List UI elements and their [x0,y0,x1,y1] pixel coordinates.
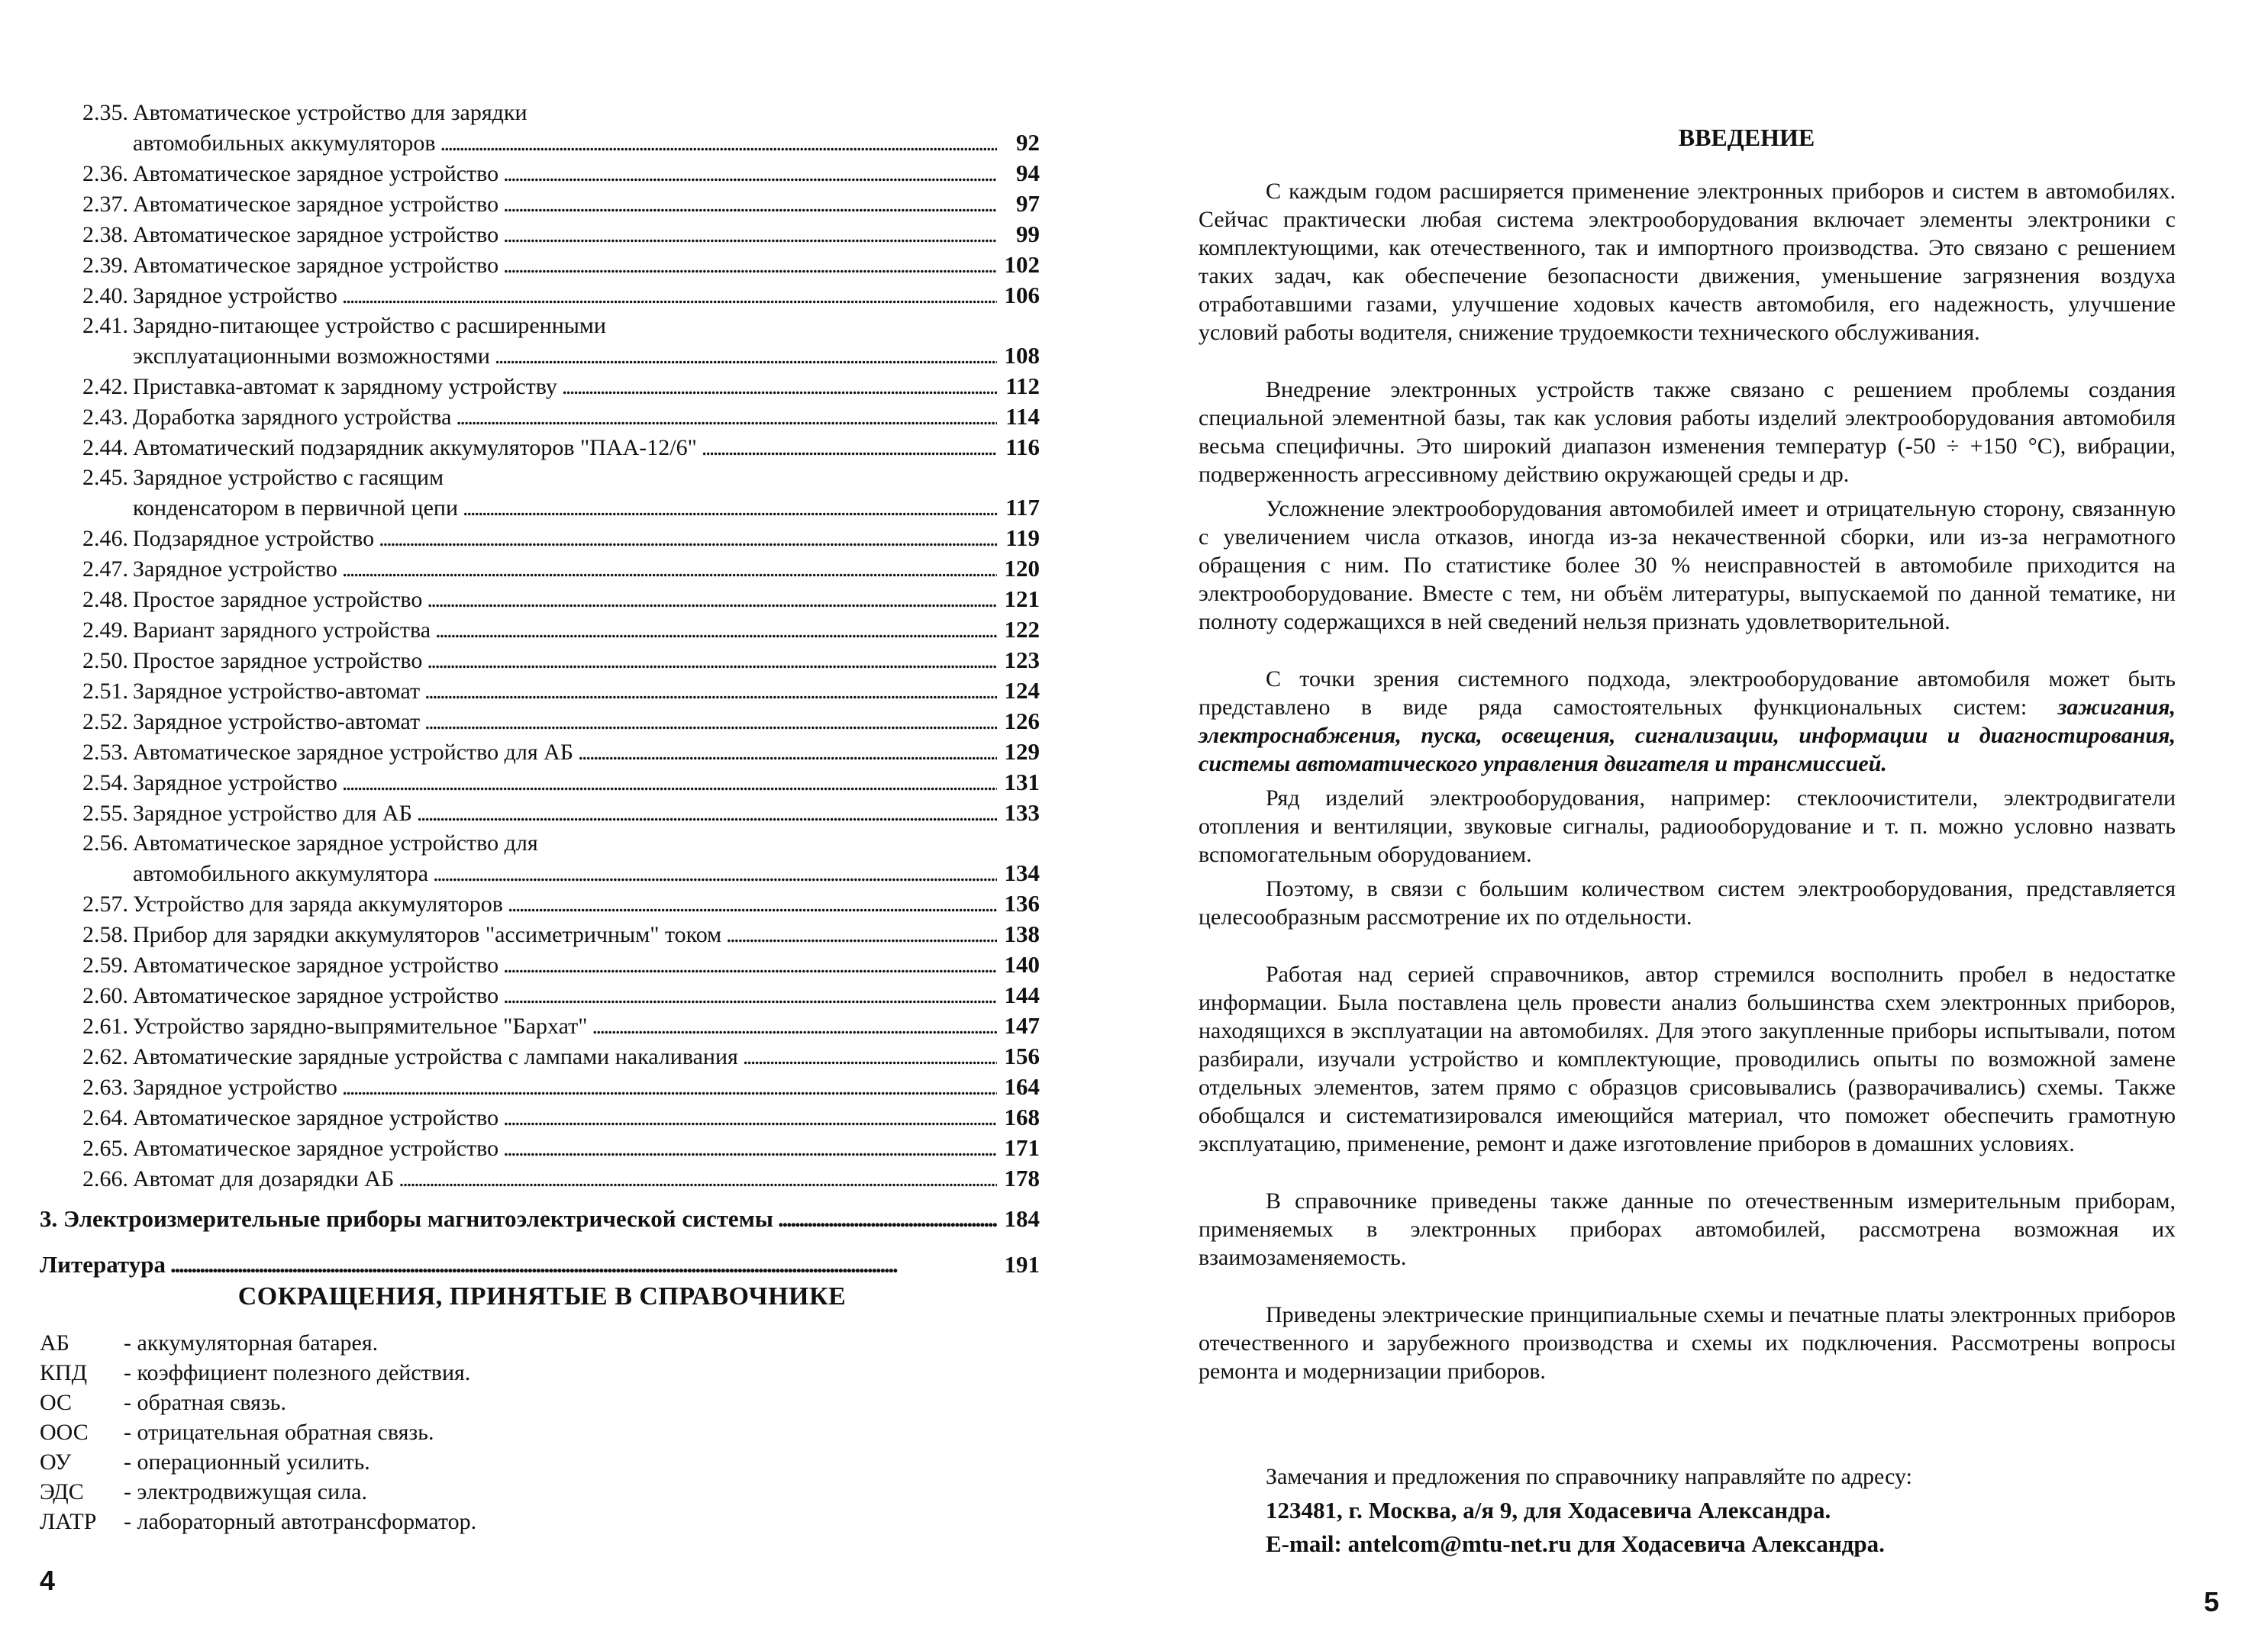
toc-leader-dots [463,493,997,523]
toc-title: Автоматическое зарядное устройство для [133,830,538,856]
abbreviation-row [40,1328,476,1358]
toc-entry [40,463,1040,523]
toc-number: 2.35. [82,100,128,125]
paragraph: Усложнение электрооборудования автомобилей имеет и отрицательную сторону, связанную с увеличением числа отказов, иногда из-за некачественной сборки, или из-за неграмотного обращения с ним. По статистике более 30 % неисправностей в автомобиле приходится на электрооборудование. Вместе с тем, ни объём литературы, выпускаемой по данной тематике, ни полноту содержащихся в ней сведений нельзя признать удовлетворительной. [1199,496,2176,634]
toc-entry [40,523,1040,553]
toc-major-title: Литература [40,1251,166,1278]
toc-entry [40,737,1040,767]
toc-number: 2.46. [82,526,128,551]
toc-major-entry [40,1198,1040,1240]
contact-intro: Замечания и предложения по справочнику направляйте по адресу: [1266,1464,1912,1489]
toc-number: 2.66. [82,1166,128,1191]
abbreviation-term: ЭДС [40,1479,84,1504]
toc-leader-dots [424,707,997,737]
toc-number: 2.49. [82,617,128,643]
toc-number: 2.39. [82,253,128,278]
toc-number: 2.57. [82,892,128,917]
toc-entry [40,189,1040,219]
toc-page-number: 97 [1016,190,1040,217]
abbreviation-row [40,1507,476,1536]
toc-title: Простое зарядное устройство [133,648,423,673]
toc-page-number: 123 [1004,646,1040,673]
toc-leader-dots [342,554,997,584]
toc-entry [40,828,1040,888]
toc-number: 2.52. [82,709,128,734]
paragraph: Приведены электрические принципиальные схемы и печатные платы электронных приборов отечественного и зарубежного производства и схемы их подключения. Рассмотрены вопросы ремонта и модернизации приборов. [1199,1302,2176,1384]
toc-title: Приставка-автомат к зарядному устройству [133,374,557,399]
toc-number: 2.44. [82,435,128,460]
abbreviation-row [40,1417,476,1447]
abbreviation-row [40,1477,476,1507]
abbreviation-term: ОС [40,1390,73,1415]
toc-page-number: 114 [1005,403,1040,430]
abbreviation-term: КПД [40,1360,88,1385]
abbreviation-row [40,1447,476,1477]
toc-leader-dots [743,1042,997,1072]
toc-page-number: 147 [1004,1012,1040,1039]
toc-page-number: 138 [1004,921,1040,947]
abbreviation-definition: - операционный усилить. [124,1449,370,1475]
toc-title: Зарядное устройство [133,770,337,795]
toc-page-number: 184 [1004,1205,1040,1232]
toc-title-continuation: конденсатором в первичной цепи [133,495,459,521]
toc-number: 2.51. [82,679,128,704]
toc-number: 2.40. [82,283,128,308]
toc-title: Вариант зарядного устройства [133,617,431,643]
toc-number: 2.56. [82,830,128,856]
toc-number: 2.65. [82,1136,128,1161]
toc-number: 2.59. [82,953,128,978]
page-number-left: 4 [40,1565,56,1596]
toc-number: 2.42. [82,374,128,399]
contact-block [1266,1460,2182,1561]
toc-title: Автоматический подзарядник аккумуляторов "ПАА-12/6" [133,435,697,460]
toc-entry [40,584,1040,614]
toc-leader-dots [503,220,997,250]
toc-page-number: 136 [1004,890,1040,917]
toc-page-number: 133 [1004,799,1040,826]
emphasized-systems: зажигания, электроснабжения, пуска, освещения, сигнализации, информации и диагностирования, системы автоматического управления двигателя и трансмиссией. [1199,695,2176,776]
toc-entry [40,767,1040,798]
toc-number: 2.53. [82,740,128,765]
toc-entry [40,401,1040,432]
toc-title: Устройство для заряда аккумуляторов [133,892,503,917]
toc-page-number: 124 [1004,677,1040,704]
table-of-contents [40,98,1040,1285]
toc-leader-dots [440,128,997,158]
toc-entry [40,798,1040,828]
toc-page-number: 126 [1004,708,1040,734]
toc-page-number: 164 [1004,1073,1040,1100]
paragraph [1199,665,2176,778]
toc-leader-dots [417,798,997,828]
toc-leader-dots [342,281,997,311]
page-number-right: 5 [2204,1586,2220,1617]
toc-page-number: 144 [1004,982,1040,1008]
toc-leader-dots [379,524,997,553]
toc-page-number: 119 [1005,524,1040,551]
toc-leader-dots [170,1244,997,1285]
abbreviations-heading: СОКРАЩЕНИЯ, ПРИНЯТЫЕ В СПРАВОЧНИКЕ [237,1282,847,1311]
toc-page-number: 178 [1004,1165,1040,1191]
toc-entry [40,1133,1040,1163]
toc-number: 2.58. [82,922,128,947]
toc-title: Зарядное устройство для АБ [133,801,412,826]
toc-title: Автоматические зарядные устройства с лампами накаливания [133,1044,738,1069]
toc-entry [40,432,1040,463]
toc-entry [40,1011,1040,1041]
toc-leader-dots [503,1133,997,1163]
toc-title: Зарядное устройство с гасящим [133,465,444,490]
abbreviation-term: ОУ [40,1449,72,1475]
toc-title: Зарядное устройство [133,1075,337,1100]
abbreviation-term: ООС [40,1420,89,1445]
toc-page-number: 122 [1004,616,1040,643]
toc-entry [40,645,1040,676]
toc-title: Автоматическое зарядное устройство [133,161,499,186]
abbreviations-list [40,1328,476,1536]
toc-title-continuation: эксплуатационными возможностями [133,343,490,369]
toc-page-number: 168 [1004,1104,1040,1130]
toc-title: Прибор для зарядки аккумуляторов "ассиметричным" током [133,922,722,947]
toc-entry [40,219,1040,250]
toc-leader-dots [503,189,997,219]
toc-entry [40,1041,1040,1072]
toc-title: Автоматическое устройство для зарядки [133,100,527,125]
toc-page-number: 102 [1004,251,1040,278]
contact-email: E-mail: antelcom@mtu-net.ru для Ходасевича Александра. [1266,1530,1885,1557]
paragraph: Внедрение электронных устройств также связано с решением проблемы создания специальной элементной базы, так как условия работы изделий электрооборудования автомобиля весьма специфичны. Это широкий диапазон изменения температур (-50 ÷ +150 °С), вибрации, подверженность агрессивному действию окружающей среды и др. [1199,377,2176,487]
paragraph: Поэтому, в связи с большим количеством систем электрооборудования, представляется целесообразным рассмотрение их по отдельности. [1199,876,2176,930]
toc-entry [40,371,1040,401]
toc-number: 2.45. [82,465,128,490]
contact-address: 123481, г. Москва, а/я 9, для Ходасевича Александра. [1266,1497,1831,1524]
toc-title: Зарядное устройство-автомат [133,709,421,734]
toc-page-number: 134 [1004,859,1040,886]
abbreviation-definition: - коэффициент полезного действия. [124,1360,471,1385]
toc-page-number: 106 [1004,282,1040,308]
toc-number: 2.55. [82,801,128,826]
abbreviation-term: АБ [40,1330,69,1356]
toc-leader-dots [562,372,997,401]
toc-page-number: 117 [1005,494,1040,521]
toc-number: 2.36. [82,161,128,186]
right-page [1134,0,2268,1638]
abbreviation-definition: - отрицательная обратная связь. [124,1420,434,1445]
toc-number: 2.62. [82,1044,128,1069]
toc-entry [40,311,1040,371]
toc-leader-dots [592,1011,997,1041]
toc-page-number: 191 [1004,1251,1040,1278]
toc-page-number: 108 [1004,342,1040,369]
abbreviation-definition: - лабораторный автотрансформатор. [124,1509,477,1534]
toc-number: 2.43. [82,405,128,430]
toc-leader-dots [503,1103,997,1133]
toc-title: Автоматическое зарядное устройство [133,253,499,278]
toc-page-number: 131 [1004,769,1040,795]
toc-entry [40,676,1040,706]
toc-leader-dots [435,615,997,645]
toc-entry [40,614,1040,645]
toc-leader-dots [342,1072,997,1102]
toc-page-number: 116 [1005,434,1040,460]
toc-title-continuation: автомобильных аккумуляторов [133,131,436,156]
toc-entry [40,950,1040,980]
toc-number: 2.61. [82,1014,128,1039]
toc-page-number: 92 [1016,129,1040,156]
toc-leader-dots [702,433,997,463]
toc-entry [40,1102,1040,1133]
toc-leader-dots [424,676,997,706]
paragraph: С каждым годом расширяется применение электронных приборов и систем в автомобилях. Сейчас практически любая система электрооборудования включает элементы электроники с комплектующими, как отечественного, так и импортного производства. Это связано с решением таких задач, как обеспечение безопасности движения, уменьшение загрязнения воздуха отработавшими газами, улучшение ходовых качеств автомобиля, его надежность, улучшение условий работы водителя, снижение трудоемкости технического обслуживания. [1199,179,2176,345]
toc-title: Устройство зарядно-выпрямительное "Бархат" [133,1014,588,1039]
toc-major-title: 3. Электроизмерительные приборы магнитоэлектрической системы [40,1205,774,1232]
toc-page-number: 140 [1004,951,1040,978]
toc-leader-dots [495,341,997,371]
toc-leader-dots [342,768,997,798]
toc-title: Автоматическое зарядное устройство для АБ [133,740,574,765]
toc-leader-dots [778,1198,997,1240]
toc-number: 2.37. [82,192,128,217]
toc-title: Автоматическое зарядное устройство [133,983,499,1008]
toc-page-number: 99 [1016,221,1040,247]
paragraph: Ряд изделий электрооборудования, например: стеклоочистители, электродвигатели отопления и вентиляции, звуковые сигналы, радиооборудование и т. п. можно условно назвать вспомогательным оборудованием. [1199,785,2176,867]
toc-entry [40,98,1040,158]
abbreviation-definition: - аккумуляторная батарея. [124,1330,379,1356]
paragraph: Работая над серией справочников, автор стремился восполнить пробел в недостатке информации. Была поставлена цель провести анализ большинства схем электронных приборов, находящихся в эксплуатации на автомобилях. Для этого закупленные приборы испытывали, потом разбирали, изучали устройство и комплектующие, проводились опыты по возможной замене отдельных элементов, затем прямо с образцов срисовывались (разворачивались) схемы. Также обобщался и систематизировался имеющийся материал, что поможет обеспечить грамотную эксплуатацию, применение, ремонт и даже изготовление приборов в домашних условиях. [1199,962,2176,1156]
toc-page-number: 121 [1004,585,1040,612]
toc-leader-dots [578,737,997,767]
toc-number: 2.60. [82,983,128,1008]
toc-entry [40,158,1040,189]
toc-title: Зарядное устройство-автомат [133,679,421,704]
toc-title: Автоматическое зарядное устройство [133,222,499,247]
toc-number: 2.38. [82,222,128,247]
abbreviation-row [40,1358,476,1388]
toc-title: Зарядное устройство [133,283,337,308]
toc-number: 2.54. [82,770,128,795]
toc-entry [40,919,1040,950]
abbreviation-definition: - электродвижущая сила. [124,1479,367,1504]
toc-title: Зарядно-питающее устройство с расширенными [133,313,606,338]
paragraph: В справочнике приведены также данные по отечественным измерительным приборам, применяемых в электронных приборах автомобилей, рассмотрена возможная их взаимозаменяемость. [1199,1188,2176,1270]
toc-title: Автоматическое зарядное устройство [133,1136,499,1161]
toc-number: 2.64. [82,1105,128,1130]
toc-leader-dots [427,585,997,614]
toc-page-number: 94 [1016,160,1040,186]
toc-page-number: 156 [1004,1043,1040,1069]
toc-title: Автоматическое зарядное устройство [133,953,499,978]
toc-page-number: 112 [1005,372,1040,399]
toc-entry [40,1072,1040,1102]
abbreviation-term: ЛАТР [40,1509,97,1534]
toc-entry [40,553,1040,584]
toc-entry [40,706,1040,737]
toc-entry [40,280,1040,311]
abbreviation-definition: - обратная связь. [124,1390,286,1415]
toc-title: Автоматическое зарядное устройство [133,192,499,217]
toc-major-entry [40,1244,1040,1285]
toc-title: Подзарядное устройство [133,526,375,551]
toc-number: 2.47. [82,556,128,582]
toc-page-number: 129 [1004,738,1040,765]
toc-title: Простое зарядное устройство [133,587,423,612]
introduction-title: ВВЕДЕНИЕ [1678,124,1815,151]
abbreviation-row [40,1388,476,1417]
toc-leader-dots [503,950,997,980]
toc-number: 2.50. [82,648,128,673]
toc-leader-dots [503,250,997,280]
toc-entry [40,1163,1040,1194]
toc-title: Автоматическое зарядное устройство [133,1105,499,1130]
toc-leader-dots [503,159,997,189]
toc-page-number: 171 [1004,1134,1040,1161]
toc-leader-dots [427,646,997,676]
toc-leader-dots [726,920,997,950]
toc-title-continuation: автомобильного аккумулятора [133,861,429,886]
toc-leader-dots [433,859,997,888]
introduction-body [1199,177,2176,1385]
toc-number: 2.63. [82,1075,128,1100]
toc-entry [40,250,1040,280]
paragraph-lead: С точки зрения системного подхода, электрооборудование автомобиля может быть представлено в виде ряда самостоятельных функциональных систем: [1199,666,2176,720]
toc-title: Доработка зарядного устройства [133,405,452,430]
toc-page-number: 120 [1004,555,1040,582]
toc-leader-dots [456,402,997,432]
toc-entry [40,888,1040,919]
toc-leader-dots [508,889,997,919]
toc-number: 2.48. [82,587,128,612]
toc-leader-dots [398,1164,997,1194]
toc-title: Автомат для дозарядки АБ [133,1166,395,1191]
toc-title: Зарядное устройство [133,556,337,582]
toc-entry [40,980,1040,1011]
toc-number: 2.41. [82,313,128,338]
toc-leader-dots [503,981,997,1011]
